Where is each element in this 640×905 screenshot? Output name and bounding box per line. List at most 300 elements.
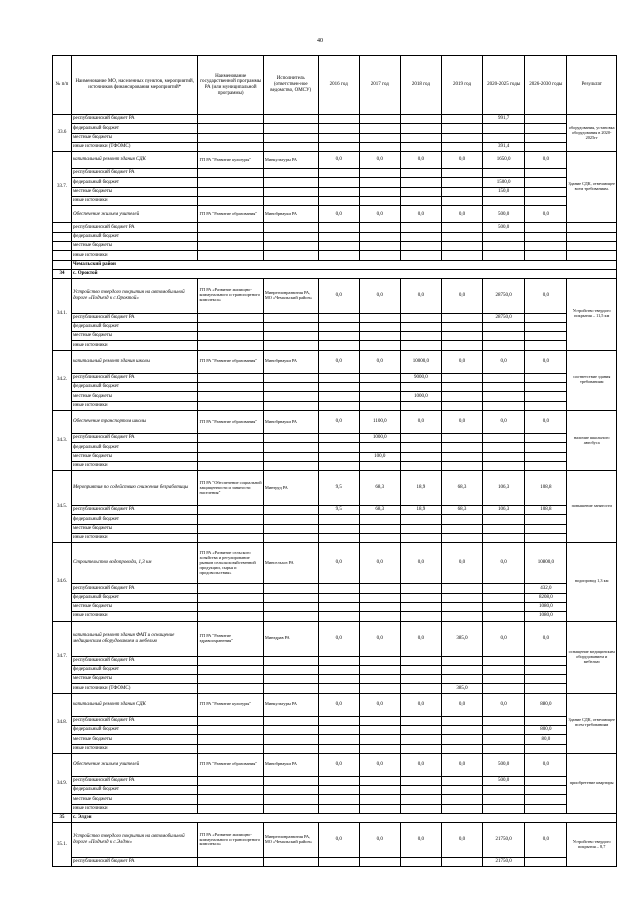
value-v2020 <box>483 804 525 813</box>
value-v2026 <box>525 656 567 665</box>
value-v2026: 108,8 <box>525 506 567 515</box>
value-v2018 <box>400 223 441 232</box>
value-v2018: 18,9 <box>400 506 441 515</box>
value-v2018 <box>400 452 441 461</box>
value-v2018 <box>400 612 441 621</box>
value-v2026 <box>525 313 567 322</box>
value-v2017 <box>359 716 400 725</box>
value-v2017 <box>359 332 400 341</box>
measure-name: Обеспечение транспортом школы <box>71 410 198 433</box>
value-v2019 <box>441 858 482 867</box>
value-v2026 <box>525 401 567 410</box>
measure-name: Строительство водопровода, 1,3 км <box>71 543 198 584</box>
funding-source: иные источники <box>71 197 198 206</box>
program-name <box>198 124 263 133</box>
value-v2020: 1500,0 <box>483 178 525 187</box>
funding-source: местные бюджеты <box>71 452 198 461</box>
value-v2026 <box>525 443 567 452</box>
program-name <box>198 593 263 602</box>
value-v2020: 391,4 <box>483 142 525 151</box>
program-name <box>198 665 263 674</box>
value-v2026 <box>525 804 567 813</box>
value-v2026 <box>525 515 567 524</box>
value-v2016 <box>318 452 359 461</box>
program-name: ГП РА "Развитие культуры" <box>198 152 263 169</box>
executor <box>263 534 318 543</box>
value-v2018 <box>400 232 441 241</box>
funding-source: республиканский бюджет РА <box>71 506 198 515</box>
value-v2018 <box>400 443 441 452</box>
value-v2019 <box>441 534 482 543</box>
value-v2026 <box>525 124 567 133</box>
header-num: № п/п <box>53 56 72 115</box>
item-number: 33.6 <box>53 115 72 152</box>
funding-source: федеральный бюджет <box>71 443 198 452</box>
value-v2019 <box>441 725 482 734</box>
value-v2016 <box>318 373 359 382</box>
value-v2019 <box>441 675 482 684</box>
value-v2020: 0,0 <box>483 410 525 433</box>
value-v2020: 21750,0 <box>483 823 525 858</box>
funding-row <box>53 804 617 813</box>
program-name <box>198 804 263 813</box>
program-name <box>198 142 263 151</box>
executor <box>263 524 318 533</box>
funding-row <box>53 744 617 753</box>
funding-source: республиканский бюджет РА <box>71 656 198 665</box>
funding-row <box>53 124 617 133</box>
header-name: Наименование МО, населенных пунктов, мероприятий, источников финансирования мероприятий* <box>71 56 198 115</box>
program-name <box>198 341 263 350</box>
value-v2018 <box>400 744 441 753</box>
program-name <box>198 115 263 124</box>
value-v2019 <box>441 251 482 260</box>
program-name <box>198 725 263 734</box>
result-text <box>567 232 617 241</box>
value-v2019: 68,3 <box>441 506 482 515</box>
funding-row <box>53 452 617 461</box>
value-v2016 <box>318 392 359 401</box>
executor <box>263 665 318 674</box>
value-v2016 <box>318 725 359 734</box>
executor <box>263 313 318 322</box>
value-v2026: 880,0 <box>525 693 567 716</box>
value-v2019 <box>441 593 482 602</box>
value-v2020 <box>483 744 525 753</box>
value-v2019 <box>441 602 482 611</box>
executor: Минобрнауки РА <box>263 206 318 223</box>
value-v2019 <box>441 515 482 524</box>
value-v2016: 0,0 <box>318 278 359 313</box>
executor <box>263 858 318 867</box>
value-v2019 <box>441 584 482 593</box>
value-v2019 <box>441 716 482 725</box>
value-v2019: 385,0 <box>441 684 482 693</box>
header-result: Результат <box>567 56 617 115</box>
funding-source: иные источники (ТФОМС) <box>71 684 198 693</box>
executor <box>263 593 318 602</box>
measure-name: Мероприятия по содействию снижения безработицы <box>71 471 198 506</box>
value-v2016 <box>318 684 359 693</box>
value-v2020: 106,3 <box>483 471 525 506</box>
value-v2018 <box>400 675 441 684</box>
value-v2026 <box>525 197 567 206</box>
executor <box>263 241 318 250</box>
value-v2020: 21750,0 <box>483 858 525 867</box>
value-v2026 <box>525 251 567 260</box>
value-v2018 <box>400 515 441 524</box>
section-row <box>53 260 617 269</box>
funding-row <box>53 776 617 785</box>
value-v2017 <box>359 392 400 401</box>
funding-source: местные бюджеты <box>71 332 198 341</box>
value-v2016 <box>318 524 359 533</box>
value-v2017 <box>359 602 400 611</box>
value-v2026 <box>525 187 567 196</box>
executor <box>263 124 318 133</box>
value-v2020 <box>483 322 525 331</box>
value-v2026: 10800,0 <box>525 543 567 584</box>
value-v2019: 385,0 <box>441 621 482 656</box>
executor <box>263 401 318 410</box>
item-number: 35.1. <box>53 823 72 867</box>
funding-row <box>53 178 617 187</box>
funding-source: иные источники <box>71 804 198 813</box>
value-v2019 <box>441 443 482 452</box>
value-v2016 <box>318 383 359 392</box>
value-v2020: 0,0 <box>483 350 525 373</box>
program-name <box>198 313 263 322</box>
measure-name: Устройство твердого покрытия на автомобильной дороге «Подъезд к с.Ороктой» <box>71 278 198 313</box>
value-v2026 <box>525 795 567 804</box>
item-number <box>53 241 72 250</box>
section-row <box>53 269 617 278</box>
value-v2016: 0,0 <box>318 152 359 169</box>
program-name <box>198 197 263 206</box>
program-name <box>198 383 263 392</box>
funding-row <box>53 142 617 151</box>
result-text <box>567 241 617 250</box>
funding-source: федеральный бюджет <box>71 178 198 187</box>
value-v2026: 108,8 <box>525 471 567 506</box>
value-v2020 <box>483 795 525 804</box>
value-v2017 <box>359 124 400 133</box>
program-name <box>198 322 263 331</box>
executor <box>263 725 318 734</box>
measure-row <box>53 206 617 223</box>
value-v2019 <box>441 795 482 804</box>
value-v2019: 0,0 <box>441 753 482 776</box>
funding-source: местные бюджеты <box>71 187 198 196</box>
value-v2017 <box>359 776 400 785</box>
funding-source: федеральный бюджет <box>71 593 198 602</box>
value-v2016 <box>318 332 359 341</box>
section-title: с. Элдэн <box>71 814 616 823</box>
value-v2026 <box>525 716 567 725</box>
value-v2016 <box>318 515 359 524</box>
funding-source: иные источники <box>71 744 198 753</box>
value-v2016 <box>318 241 359 250</box>
value-v2016 <box>318 675 359 684</box>
value-v2018 <box>400 433 441 442</box>
executor <box>263 804 318 813</box>
value-v2016 <box>318 124 359 133</box>
funding-row <box>53 115 617 124</box>
value-v2026 <box>525 392 567 401</box>
value-v2017 <box>359 593 400 602</box>
value-v2016 <box>318 593 359 602</box>
value-v2020 <box>483 401 525 410</box>
funding-source: федеральный бюджет <box>71 383 198 392</box>
program-name <box>198 735 263 744</box>
value-v2020 <box>483 232 525 241</box>
item-number: 34.8. <box>53 693 72 753</box>
value-v2018: 9000,0 <box>400 373 441 382</box>
funding-row <box>53 223 617 232</box>
executor: Минздрав РА <box>263 621 318 656</box>
value-v2020: 0,0 <box>483 543 525 584</box>
value-v2026: 80,0 <box>525 735 567 744</box>
value-v2016 <box>318 401 359 410</box>
funding-row <box>53 383 617 392</box>
value-v2018 <box>400 602 441 611</box>
value-v2018 <box>400 322 441 331</box>
value-v2026 <box>525 524 567 533</box>
value-v2019 <box>441 776 482 785</box>
result-text: оборудования, установка оборудования в 2020-2025гг <box>567 115 617 152</box>
value-v2016: 9,5 <box>318 506 359 515</box>
item-number: 34.5. <box>53 471 72 543</box>
value-v2019 <box>441 115 482 124</box>
funding-row <box>53 675 617 684</box>
executor: Минобрнауки РА <box>263 410 318 433</box>
value-v2020 <box>483 515 525 524</box>
value-v2016 <box>318 776 359 785</box>
value-v2019 <box>441 804 482 813</box>
executor <box>263 735 318 744</box>
value-v2019 <box>441 392 482 401</box>
funding-row <box>53 341 617 350</box>
funding-source: местные бюджеты <box>71 675 198 684</box>
measure-row <box>53 823 617 858</box>
value-v2020 <box>483 602 525 611</box>
funding-source: федеральный бюджет <box>71 232 198 241</box>
header-executor: Исполнитель (ответствен-ное ведомство, ОМСУ) <box>263 56 318 115</box>
program-name <box>198 232 263 241</box>
value-v2018: 0,0 <box>400 753 441 776</box>
value-v2020 <box>483 241 525 250</box>
value-v2026 <box>525 178 567 187</box>
value-v2026 <box>525 776 567 785</box>
program-name: ГП РА "Развитие образования" <box>198 206 263 223</box>
value-v2017 <box>359 197 400 206</box>
value-v2017: 0,0 <box>359 350 400 373</box>
executor <box>263 383 318 392</box>
value-v2026: 432,0 <box>525 584 567 593</box>
value-v2026 <box>525 322 567 331</box>
value-v2018 <box>400 187 441 196</box>
value-v2020 <box>483 373 525 382</box>
value-v2018 <box>400 124 441 133</box>
value-v2018 <box>400 197 441 206</box>
value-v2026: 0,0 <box>525 823 567 858</box>
value-v2019: 0,0 <box>441 693 482 716</box>
funding-source: местные бюджеты <box>71 392 198 401</box>
value-v2016 <box>318 665 359 674</box>
value-v2017 <box>359 534 400 543</box>
value-v2016 <box>318 656 359 665</box>
page-number: 40 <box>317 38 323 44</box>
program-name <box>198 169 263 178</box>
measure-row <box>53 471 617 506</box>
value-v2019 <box>441 332 482 341</box>
funding-row <box>53 795 617 804</box>
value-v2017 <box>359 133 400 142</box>
value-v2017 <box>359 232 400 241</box>
item-number: 34.9. <box>53 753 72 813</box>
value-v2016 <box>318 178 359 187</box>
result-text: приобретение квартиры <box>567 753 617 813</box>
value-v2017 <box>359 515 400 524</box>
funding-source: республиканский бюджет РА <box>71 776 198 785</box>
program-name: ГП РА "Развитие образования" <box>198 410 263 433</box>
measure-name: Устройство твердого покрытия на автомобильной дороге «Подъезд к с.Элдэн» <box>71 823 198 858</box>
header-2020-2025: 2020-2025 годы <box>483 56 525 115</box>
value-v2017: 1000,0 <box>359 433 400 442</box>
funding-source: федеральный бюджет <box>71 786 198 795</box>
funding-source: федеральный бюджет <box>71 515 198 524</box>
value-v2018 <box>400 383 441 392</box>
value-v2020 <box>483 524 525 533</box>
value-v2020 <box>483 251 525 260</box>
measure-row <box>53 621 617 656</box>
funding-row <box>53 133 617 142</box>
value-v2019 <box>441 656 482 665</box>
program-name <box>198 684 263 693</box>
value-v2016: 0,0 <box>318 753 359 776</box>
value-v2017 <box>359 795 400 804</box>
value-v2020: 500,0 <box>483 223 525 232</box>
program-name <box>198 452 263 461</box>
funding-row <box>53 716 617 725</box>
executor <box>263 443 318 452</box>
measure-name: капитальный ремонт здания СДК <box>71 152 198 169</box>
program-name <box>198 251 263 260</box>
funding-row <box>53 241 617 250</box>
program-name <box>198 534 263 543</box>
measure-name: Обеспечение жильем учителей <box>71 206 198 223</box>
value-v2026: 0,0 <box>525 753 567 776</box>
header-2016: 2016 год <box>318 56 359 115</box>
value-v2018: 0,0 <box>400 621 441 656</box>
value-v2026 <box>525 133 567 142</box>
value-v2016: 0,0 <box>318 206 359 223</box>
executor <box>263 461 318 470</box>
value-v2026 <box>525 452 567 461</box>
item-number: 34.1. <box>53 278 72 350</box>
funding-row <box>53 725 617 734</box>
program-name <box>198 744 263 753</box>
executor <box>263 716 318 725</box>
program-name <box>198 584 263 593</box>
value-v2026 <box>525 169 567 178</box>
executor <box>263 223 318 232</box>
value-v2016 <box>318 461 359 470</box>
program-name <box>198 332 263 341</box>
measure-row <box>53 693 617 716</box>
value-v2017: 0,0 <box>359 753 400 776</box>
executor <box>263 612 318 621</box>
value-v2017 <box>359 241 400 250</box>
value-v2026 <box>525 142 567 151</box>
value-v2016 <box>318 612 359 621</box>
funding-row <box>53 534 617 543</box>
item-number: 34.6. <box>53 543 72 621</box>
value-v2026 <box>525 433 567 442</box>
program-name <box>198 858 263 867</box>
value-v2019 <box>441 383 482 392</box>
value-v2017 <box>359 187 400 196</box>
value-v2019 <box>441 232 482 241</box>
value-v2019 <box>441 313 482 322</box>
executor <box>263 133 318 142</box>
program-name: ГП РА "Развитие здравоохранения" <box>198 621 263 656</box>
funding-row <box>53 461 617 470</box>
value-v2020: 500,0 <box>483 206 525 223</box>
value-v2018: 0,0 <box>400 152 441 169</box>
funding-source: республиканский бюджет РА <box>71 115 198 124</box>
value-v2026 <box>525 534 567 543</box>
value-v2018: 0,0 <box>400 823 441 858</box>
funding-source: республиканский бюджет РА <box>71 373 198 382</box>
value-v2016 <box>318 795 359 804</box>
value-v2017 <box>359 584 400 593</box>
executor <box>263 341 318 350</box>
value-v2018: 0,0 <box>400 278 441 313</box>
executor <box>263 142 318 151</box>
value-v2020 <box>483 197 525 206</box>
funding-source: местные бюджеты <box>71 133 198 142</box>
value-v2019 <box>441 322 482 331</box>
value-v2018: 10000,0 <box>400 350 441 373</box>
value-v2020 <box>483 725 525 734</box>
funding-row <box>53 187 617 196</box>
value-v2020 <box>483 332 525 341</box>
value-v2017: 0,0 <box>359 621 400 656</box>
value-v2019: 0,0 <box>441 823 482 858</box>
funding-source: местные бюджеты <box>71 795 198 804</box>
value-v2019 <box>441 373 482 382</box>
value-v2020: 0,0 <box>483 621 525 656</box>
result-text: Здание СДК, отвечающее всем требованиям <box>567 693 617 753</box>
value-v2016: 9,5 <box>318 471 359 506</box>
value-v2016 <box>318 716 359 725</box>
value-v2016: 0,0 <box>318 621 359 656</box>
value-v2016 <box>318 786 359 795</box>
value-v2018: 0,0 <box>400 693 441 716</box>
table-body <box>53 115 617 867</box>
value-v2019 <box>441 452 482 461</box>
executor: Минкультуры РА <box>263 152 318 169</box>
value-v2019 <box>441 433 482 442</box>
funding-row <box>53 515 617 524</box>
value-v2016 <box>318 232 359 241</box>
executor <box>263 744 318 753</box>
funding-row <box>53 197 617 206</box>
funding-source: федеральный бюджет <box>71 665 198 674</box>
value-v2016 <box>318 433 359 442</box>
program-name: ГП РА «Развитие жилищно-коммунального и транспортного комплекса» <box>198 278 263 313</box>
